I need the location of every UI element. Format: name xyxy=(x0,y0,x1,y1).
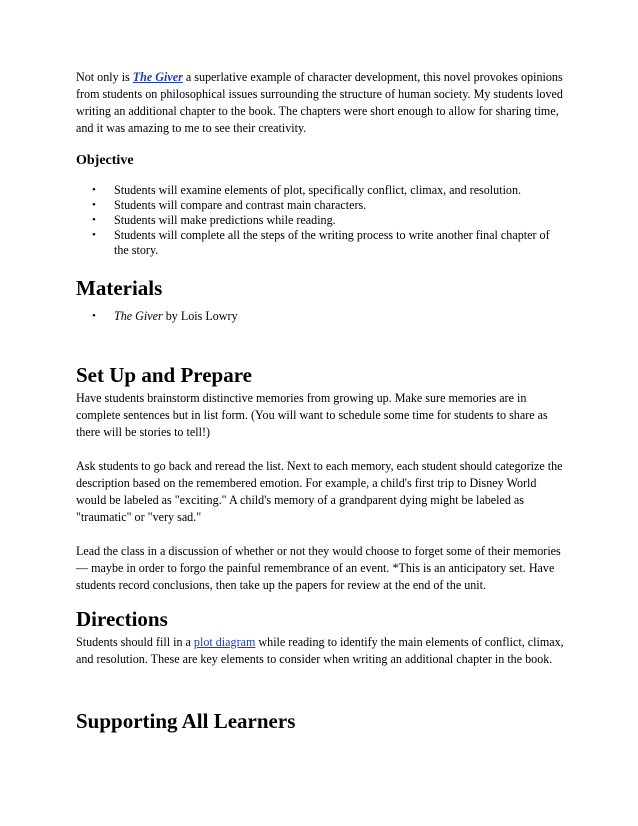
book-title: The Giver xyxy=(114,309,163,323)
list-item xyxy=(76,198,566,213)
bullet-icon: • xyxy=(92,310,96,322)
objective-heading: Objective xyxy=(76,153,134,168)
book-author: by Lois Lowry xyxy=(162,309,238,323)
bullet-icon: • xyxy=(92,229,96,241)
bullet-icon: • xyxy=(92,184,96,196)
materials-list xyxy=(76,309,566,324)
setup-paragraph-1: Have students brainstorm distinctive memories from growing up. Make sure memories are in complete sentences but in list form. (You will want to schedule some time for students to share as there will be stories to tell!) xyxy=(76,391,548,439)
objective-item-text: Students will compare and contrast main characters. xyxy=(114,198,367,212)
setup-paragraph-2: Ask students to go back and reread the list. Next to each memory, each student should categorize the description based on the remembered emotion. For example, a child's first trip to Disney World would be labeled as "exciting." A child's memory of a grandparent dying might be labeled as "traumatic" or "very sad." xyxy=(76,459,563,524)
document-page xyxy=(76,69,566,734)
directions-paragraph xyxy=(76,634,566,668)
bullet-icon: • xyxy=(92,199,96,211)
intro-prefix: Not only is xyxy=(76,70,133,84)
the-giver-link[interactable]: The Giver xyxy=(132,70,183,84)
supporting-heading: Supporting All Learners xyxy=(76,709,296,733)
plot-diagram-link[interactable]: plot diagram xyxy=(193,635,256,649)
bullet-icon: • xyxy=(92,214,96,226)
intro-suffix: a superlative example of character development, this novel provokes opinions from students on philosophical issues surrounding the structure of human society. My students loved writing an additional chapter to the book. The chapters were short enough to allow for sharing time, and it was amazing to me to see their creativity. xyxy=(76,70,563,135)
directions-suffix: while reading to identify the main elements of conflict, climax, and resolution. These are key elements to consider when writing an additional chapter in the book. xyxy=(76,635,564,666)
objective-list xyxy=(76,183,566,258)
objective-item-text: Students will complete all the steps of the writing process to write another final chapter of the story. xyxy=(114,228,550,257)
intro-paragraph xyxy=(76,69,566,137)
objective-item-text: Students will make predictions while reading. xyxy=(114,213,336,227)
list-item xyxy=(76,213,566,228)
materials-heading: Materials xyxy=(76,276,163,300)
directions-heading: Directions xyxy=(76,607,168,631)
setup-heading: Set Up and Prepare xyxy=(76,363,252,387)
list-item xyxy=(76,183,566,198)
objective-item-text: Students will examine elements of plot, specifically conflict, climax, and resolution. xyxy=(114,183,522,197)
list-item xyxy=(76,228,566,258)
setup-paragraph-3: Lead the class in a discussion of whether or not they would choose to forget some of their memories — maybe in order to forgo the painful remembrance of an event. *This is an anticipatory set. Have students record conclusions, then take up the papers for review at the end of the unit. xyxy=(76,544,561,592)
directions-prefix: Students should fill in a xyxy=(76,635,194,649)
list-item xyxy=(76,309,566,324)
